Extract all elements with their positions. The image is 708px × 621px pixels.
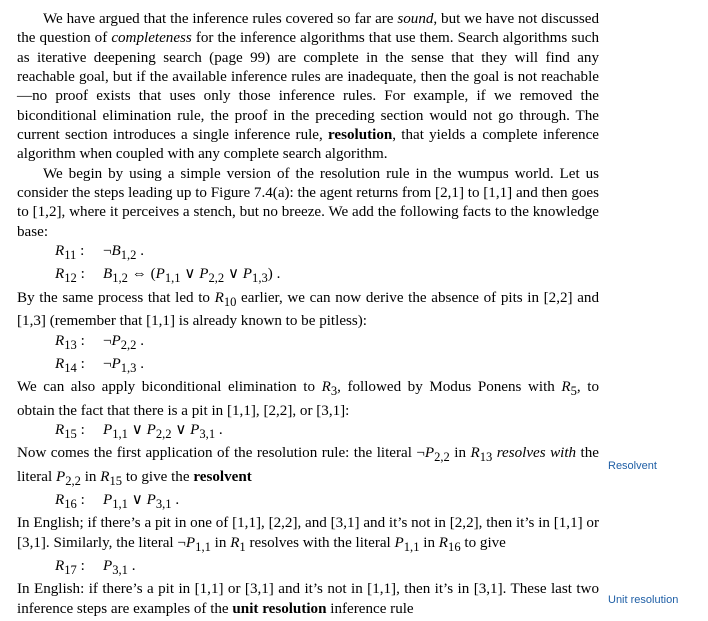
equation-r15: $R_{15}$ $:P_{1,1}$ ∨ $P_{2,2}$ ∨ $P_{3,1}$ . — [55, 421, 223, 441]
term-unit-resolution: unit resolution — [232, 600, 327, 617]
equation-r17: $R_{17}$ $:P_{3,1}$ . — [55, 558, 136, 578]
equation-r12: $R_{12}$ $:B_{1,2}$ ⇔ ($P_{1,1}$ ∨ $P_{2,2}$ ∨ $P_{1,3}$) . — [55, 266, 281, 286]
margin-note-resolvent: Resolvent — [608, 460, 657, 472]
paragraph-wumpus: We begin by using a simple version of the resolution rule in the wumpus world. Let us consider the steps leading up to Figure 7.4(a): the agent returns from [2,1] to [1,1] and then goes to [1,2], where it perceives a stench, but no breeze. We add the following facts to the knowledge base: — [17, 165, 599, 240]
margin-note-unit-resolution: Unit resolution — [608, 594, 679, 606]
equation-r11: $R_{11}$ $:\neg B_{1,2}$ . — [55, 243, 145, 263]
paragraph-in-english-1: In English; if there’s a pit in one of [1,1], [2,2], and [3,1] and it’s not in [2,2], then it’s in [1,1] or [3,1]. Similarly, the literal $\neg P_{1,1}$ in $R_1$ resolves with the literal $P_{1,1}$ in $R_{16}$ to give — [17, 515, 599, 554]
equation-r13: $R_{13}$ $:\neg P_{2,2}$ . — [55, 332, 145, 352]
paragraph-completeness: We have argued that the inference rules covered so far are sound, but we have not discussed the question of completeness for the inference algorithms that use them. Search algorithms such as iterative deepening search (page 99) are complete in the sense that they will find any reachable goal, but if the available inference rules are inadequate, then the goal is not reachable—no proof exists that uses only those inference rules. For example, if we removed the biconditional elimination rule, the proof in the preceding section would not go through. The current section introduces a single inference rule, resolution, that yields a complete inference algorithm when coupled with any complete search algorithm. — [17, 11, 599, 163]
term-resolvent: resolvent — [193, 468, 252, 485]
equation-r16: $R_{16}$ $:P_{1,1}$ ∨ $P_{3,1}$ . — [55, 492, 180, 512]
body-text — [17, 10, 599, 619]
paragraph-in-english-2: In English: if there’s a pit in [1,1] or [3,1] and it’s not in [1,1], then it’s in [3,1]. These last two inference steps are examples of the unit resolution inference rule — [17, 581, 599, 617]
paragraph-first-resolution: Now comes the first application of the resolution rule: the literal $\neg P_{2,2}$ in $R_{13}$ resolves with the literal $P_{2,2}$ in $R_{15}$ to give the resolvent — [17, 445, 599, 488]
paragraph-biconditional: We can also apply biconditional elimination to $R_3$, followed by Modus Ponens with $R_5$, to obtain the fact that there is a pit in [1,1], [2,2], or [3,1]: — [17, 379, 599, 419]
equation-r14: $R_{14}$ $:\neg P_{1,3}$ . — [55, 355, 145, 375]
term-resolution: resolution — [328, 127, 393, 144]
paragraph-derive-absence: By the same process that led to $R_{10}$ earlier, we can now derive the absence of pits in [2,2] and [1,3] (remember that [1,1] is already known to be pitless): — [17, 289, 600, 330]
